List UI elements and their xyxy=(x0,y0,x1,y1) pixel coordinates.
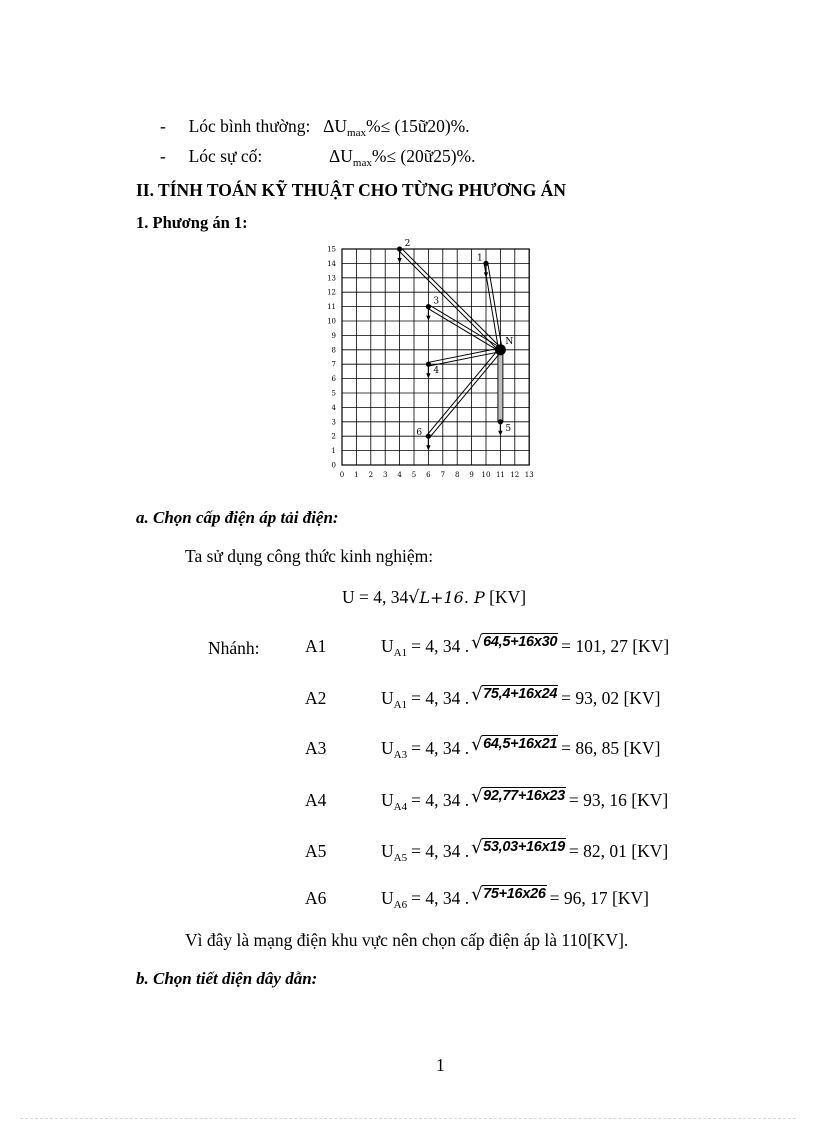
branch-row xyxy=(305,734,661,761)
branch-u: U xyxy=(381,636,394,656)
x-tick-label: 11 xyxy=(495,471,505,479)
load-arrow-head xyxy=(484,272,488,277)
y-tick-label: 7 xyxy=(331,360,336,369)
x-tick-label: 10 xyxy=(481,471,491,479)
x-tick-label: 8 xyxy=(454,471,460,479)
x-tick-label: 5 xyxy=(411,471,417,479)
formula-lhs: U = 4, 34 xyxy=(342,587,409,607)
sqrt-symbol: √ xyxy=(471,884,483,905)
y-tick-label: 2 xyxy=(331,432,336,441)
load-label: 2 xyxy=(404,239,411,249)
page-number: 1 xyxy=(436,1055,445,1075)
source-label: N xyxy=(505,336,514,347)
plan-heading: 1. Phương án 1: xyxy=(136,213,248,232)
load-arrow-head xyxy=(426,445,430,450)
branch-expression: 53,03+16x19 xyxy=(483,839,565,855)
load-arrow-head xyxy=(498,431,502,436)
x-tick-label: 2 xyxy=(368,471,374,479)
y-tick-label: 3 xyxy=(331,418,336,427)
y-tick-label: 4 xyxy=(331,403,336,412)
branch-expression: 64,5+16x30 xyxy=(483,634,558,650)
branch-u: U xyxy=(381,790,394,810)
load-node xyxy=(426,362,431,367)
sqrt-symbol: √ xyxy=(471,734,483,755)
criteria-fault-condition: %≤ (20ữ25)%. xyxy=(371,146,476,166)
branch-u: U xyxy=(381,738,394,758)
feeder-line xyxy=(427,308,499,351)
bullet: - xyxy=(160,146,166,166)
y-tick-label: 13 xyxy=(327,274,336,283)
delta-u-symbol: ΔU xyxy=(329,146,353,166)
sqrt-symbol: √ xyxy=(471,837,483,858)
branch-coefficient: = 4, 34 . xyxy=(411,888,470,908)
y-tick-label: 12 xyxy=(327,288,336,297)
y-tick-label: 14 xyxy=(327,259,336,268)
branch-coefficient: = 4, 34 . xyxy=(411,738,470,758)
y-tick-label: 15 xyxy=(327,245,336,254)
y-tick-label: 9 xyxy=(331,331,336,340)
network-diagram xyxy=(320,238,550,480)
feeder-line xyxy=(498,350,503,422)
main-formula xyxy=(342,587,526,608)
branch-subscript: A5 xyxy=(393,852,408,864)
delta-u-symbol: ΔU xyxy=(323,116,348,136)
branch-u: U xyxy=(381,841,394,861)
y-tick-label: 6 xyxy=(331,375,336,384)
y-tick-label: 10 xyxy=(327,317,336,326)
x-tick-label: 13 xyxy=(524,471,534,479)
sqrt-symbol: √ xyxy=(471,786,483,807)
sqrt-expression xyxy=(471,734,558,759)
branch-subscript: A4 xyxy=(393,801,408,813)
x-tick-label: 4 xyxy=(397,471,402,479)
branch-name: A3 xyxy=(305,738,327,758)
branch-expression: 75,4+16x24 xyxy=(483,686,558,702)
branch-row xyxy=(305,884,649,911)
criteria-fault xyxy=(160,146,476,167)
load-node xyxy=(426,434,431,439)
x-tick-label: 1 xyxy=(354,471,359,479)
max-subscript: max xyxy=(347,127,366,139)
criteria-normal-label: Lóc bình thường: xyxy=(188,116,311,136)
x-tick-label: 3 xyxy=(382,471,388,479)
sqrt-expression xyxy=(471,684,558,709)
max-subscript: max xyxy=(352,157,372,169)
criteria-normal-condition: %≤ (15ữ20)%. xyxy=(365,116,470,136)
intro-text: Ta sử dụng công thức kinh nghiệm: xyxy=(185,546,434,566)
branch-coefficient: = 4, 34 . xyxy=(411,790,470,810)
conclusion: Vì đây là mạng điện khu vực nên chọn cấp điện áp là 110[KV]. xyxy=(185,930,629,950)
branch-coefficient: = 4, 34 . xyxy=(411,841,470,861)
y-tick-label: 1 xyxy=(331,447,336,456)
sqrt-expression xyxy=(471,884,547,909)
y-tick-label: 8 xyxy=(331,346,336,355)
x-tick-label: 6 xyxy=(426,471,431,479)
branch-row xyxy=(305,632,670,659)
formula-unit: [KV] xyxy=(489,587,527,607)
criteria-fault-label: Lóc sự cố: xyxy=(188,146,263,166)
branch-subscript: A1 xyxy=(393,699,408,711)
load-arrow-head xyxy=(426,316,430,321)
load-label: 4 xyxy=(433,366,440,377)
x-tick-label: 12 xyxy=(510,471,520,479)
y-tick-label: 5 xyxy=(331,389,336,398)
branch-name: A1 xyxy=(305,636,327,656)
sqrt-expression xyxy=(471,837,566,862)
branch-row xyxy=(305,684,661,711)
formula-inner: L+16. P xyxy=(419,588,485,607)
branch-coefficient: = 4, 34 . xyxy=(411,688,470,708)
criteria-normal xyxy=(160,116,470,137)
branch-name: A5 xyxy=(305,841,327,861)
branch-name: A4 xyxy=(305,790,327,810)
load-arrow-head xyxy=(426,373,430,378)
x-tick-label: 7 xyxy=(440,471,446,479)
bullet: - xyxy=(160,116,166,136)
branch-coefficient: = 4, 34 . xyxy=(411,636,470,656)
source-node xyxy=(495,344,506,355)
sqrt-expression xyxy=(471,632,558,657)
load-label: 6 xyxy=(416,428,423,439)
load-label: 1 xyxy=(477,253,483,264)
branch-expression: 92,77+16x23 xyxy=(483,788,565,804)
branch-result: = 93, 16 [KV] xyxy=(568,790,669,810)
sqrt-symbol: √ xyxy=(471,632,483,653)
branch-name: A6 xyxy=(305,888,327,908)
branch-result: = 93, 02 [KV] xyxy=(561,688,661,708)
x-tick-label: 9 xyxy=(469,471,474,479)
x-tick-label: 0 xyxy=(339,471,345,479)
y-tick-label: 0 xyxy=(331,461,336,470)
branch-subscript: A3 xyxy=(393,749,408,761)
branch-expression: 64,5+16x21 xyxy=(483,736,558,752)
sqrt-symbol: √ xyxy=(471,684,483,705)
branch-expression: 75+16x26 xyxy=(483,886,546,902)
branch-u: U xyxy=(381,888,394,908)
load-node xyxy=(483,261,488,266)
load-node xyxy=(498,419,503,424)
branch-subscript: A1 xyxy=(393,647,408,659)
branch-row xyxy=(305,837,669,864)
part-b-heading: b. Chọn tiết diện dây dẫn: xyxy=(136,969,318,988)
sqrt-expression xyxy=(471,786,566,811)
page-divider xyxy=(20,1118,796,1119)
load-arrow-head xyxy=(397,258,401,263)
branch-result: = 82, 01 [KV] xyxy=(568,841,669,861)
load-node xyxy=(397,246,402,251)
branch-subscript: A6 xyxy=(393,899,408,911)
branch-u: U xyxy=(381,688,394,708)
branch-result: = 96, 17 [KV] xyxy=(549,888,649,908)
load-label: 3 xyxy=(433,296,440,307)
section-heading: II. TÍNH TOÁN KỸ THUẬT CHO TỪNG PHƯƠNG ÁN xyxy=(136,180,566,200)
load-node xyxy=(426,304,431,309)
part-a-heading: a. Chọn cấp điện áp tải điện: xyxy=(136,508,339,527)
branch-result: = 101, 27 [KV] xyxy=(561,636,670,656)
branch-row xyxy=(305,786,669,813)
sqrt-symbol: √ xyxy=(408,588,420,608)
branch-result: = 86, 85 [KV] xyxy=(561,738,661,758)
load-label: 5 xyxy=(505,423,512,434)
y-tick-label: 11 xyxy=(327,303,336,312)
branches-label: Nhánh: xyxy=(208,638,260,658)
branch-name: A2 xyxy=(305,688,327,708)
